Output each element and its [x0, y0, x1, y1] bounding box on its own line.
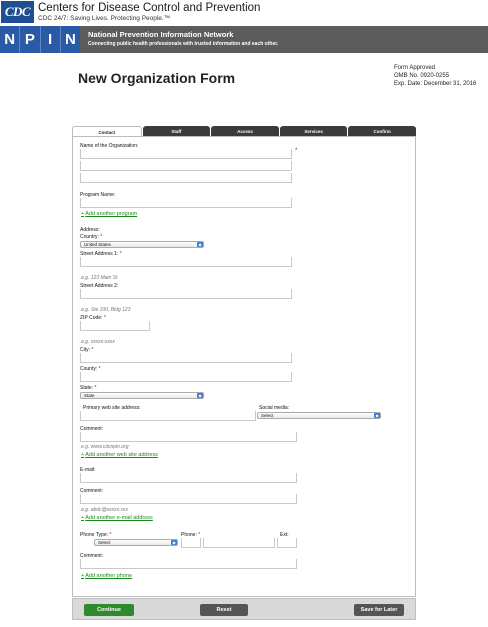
required-mark: * — [119, 251, 122, 257]
tab-services[interactable]: Services — [280, 126, 348, 137]
required-mark: * — [94, 385, 97, 391]
plus-icon: + — [81, 515, 85, 521]
npin-header — [0, 26, 488, 53]
omb-number: OMB No. 0920-0255 — [394, 73, 450, 79]
state-label — [80, 385, 96, 391]
web-comment-input[interactable] — [80, 432, 297, 442]
city-label-text: City: — [80, 347, 90, 353]
city-input[interactable] — [80, 353, 292, 363]
contact-form — [72, 136, 416, 597]
street1-hint: e.g. 123 Main St — [81, 275, 118, 281]
form-footer — [72, 598, 416, 620]
phone-type-label-text: Phone Type: — [80, 532, 108, 538]
plus-icon: + — [81, 573, 85, 579]
org-name-input-2[interactable] — [80, 161, 292, 171]
street2-hint: e.g. Ste 100, Bldg 123 — [81, 307, 131, 313]
state-label-text: State: — [80, 385, 94, 391]
state-select[interactable] — [80, 392, 204, 399]
country-select[interactable] — [80, 241, 204, 248]
social-select-value: Select — [261, 413, 274, 418]
phone-comment-label: Comment: — [80, 553, 104, 559]
reset-button[interactable]: Reset — [200, 604, 248, 616]
add-email-label: Add another e-mail address — [85, 515, 153, 521]
required-mark: * — [103, 315, 106, 321]
add-program-label: Add another program — [85, 211, 138, 217]
tab-confirm[interactable]: Confirm — [348, 126, 416, 137]
npin-subtitle: Connecting public health professionals with trusted information and each other. — [88, 41, 279, 47]
omb-approved: Form Approved — [394, 65, 436, 71]
street2-input[interactable] — [80, 289, 292, 299]
org-name-input-1[interactable] — [80, 149, 292, 159]
web-hint: e.g. www.cdcnpin.org — [81, 444, 129, 450]
npin-logo-letter: P — [20, 26, 40, 53]
county-label-text: County: — [80, 366, 98, 372]
email-comment-label: Comment: — [80, 488, 104, 494]
email-input[interactable] — [80, 473, 297, 483]
add-phone-label: Add another phone — [85, 573, 133, 579]
phone-comment-input[interactable] — [80, 559, 297, 569]
address-label: Address: — [80, 227, 100, 233]
chevron-down-icon: ◆ — [198, 242, 202, 247]
web-comment-label: Comment: — [80, 426, 104, 432]
save-for-later-button[interactable]: Save for Later — [354, 604, 404, 616]
social-label: Social media: — [259, 405, 290, 411]
add-email-link[interactable] — [81, 515, 153, 521]
tab-contact[interactable]: Contact — [72, 126, 142, 137]
add-phone-link[interactable] — [81, 573, 132, 579]
npin-logo-letter: N — [0, 26, 20, 53]
cdc-logo[interactable]: CDC — [1, 1, 34, 23]
country-label — [80, 234, 102, 240]
add-web-label: Add another web site address — [85, 452, 158, 458]
chevron-down-icon: ◆ — [375, 413, 379, 418]
npin-logo-letter: N — [64, 31, 76, 48]
required-mark: * — [198, 532, 201, 538]
add-web-link[interactable] — [81, 452, 158, 458]
social-select[interactable] — [257, 412, 381, 419]
plus-icon: + — [81, 211, 85, 217]
required-mark: * — [100, 234, 103, 240]
npin-logo-letter: I — [41, 26, 61, 53]
cdc-title[interactable]: Centers for Disease Control and Prevention — [38, 2, 261, 14]
web-label: Primary web site address: — [83, 405, 141, 411]
zip-label-text: ZIP Code: — [80, 315, 103, 321]
street2-label: Street Address 2: — [80, 283, 119, 289]
county-input[interactable] — [80, 372, 292, 382]
cdc-header — [0, 0, 488, 24]
org-name-label: Name of the Organization: — [80, 143, 139, 149]
required-mark: * — [91, 347, 94, 353]
org-name-input-3[interactable] — [80, 173, 292, 183]
omb-expiration: Exp. Date: December 31, 2016 — [394, 81, 477, 87]
phone-area-input[interactable] — [181, 538, 201, 548]
zip-hint: e.g. xxxxx-xxxx — [81, 339, 115, 345]
org-name-required: * — [295, 148, 298, 154]
email-comment-input[interactable] — [80, 494, 297, 504]
npin-title: National Prevention Information Network — [88, 30, 234, 39]
omb-info — [394, 64, 476, 88]
required-mark: * — [109, 532, 112, 538]
country-select-value: United States — [84, 242, 112, 247]
zip-input[interactable] — [80, 321, 150, 331]
program-name-label: Program Name: — [80, 192, 116, 198]
ext-label: Ext: — [280, 532, 289, 538]
page-title: New Organization Form — [78, 70, 236, 86]
street1-input[interactable] — [80, 257, 292, 267]
phone-type-select[interactable] — [94, 539, 178, 546]
npin-logo[interactable] — [0, 26, 80, 53]
ext-input[interactable] — [277, 538, 297, 548]
country-label-text: Country: — [80, 234, 99, 240]
program-name-input[interactable] — [80, 198, 292, 208]
state-select-value: State — [84, 393, 95, 398]
phone-type-select-value: Select — [98, 540, 111, 545]
email-label: E-mail: — [80, 467, 96, 473]
plus-icon: + — [81, 452, 85, 458]
web-input[interactable] — [80, 411, 256, 421]
email-hint: e.g. abdc@xxxxx.xxx — [81, 507, 129, 513]
chevron-down-icon: ◆ — [172, 540, 176, 545]
cdc-tagline: CDC 24/7: Saving Lives. Protecting People.™ — [38, 15, 171, 22]
street1-label-text: Street Address 1: — [80, 251, 119, 257]
continue-button[interactable]: Continue — [84, 604, 134, 616]
phone-label-text: Phone: — [181, 532, 197, 538]
add-program-link[interactable] — [81, 211, 137, 217]
tab-staff[interactable]: Staff — [143, 126, 211, 137]
phone-type-label — [80, 532, 111, 538]
tab-access[interactable]: Access — [211, 126, 279, 137]
phone-number-input[interactable] — [203, 538, 275, 548]
required-mark: * — [98, 366, 101, 372]
chevron-down-icon: ◆ — [198, 393, 202, 398]
